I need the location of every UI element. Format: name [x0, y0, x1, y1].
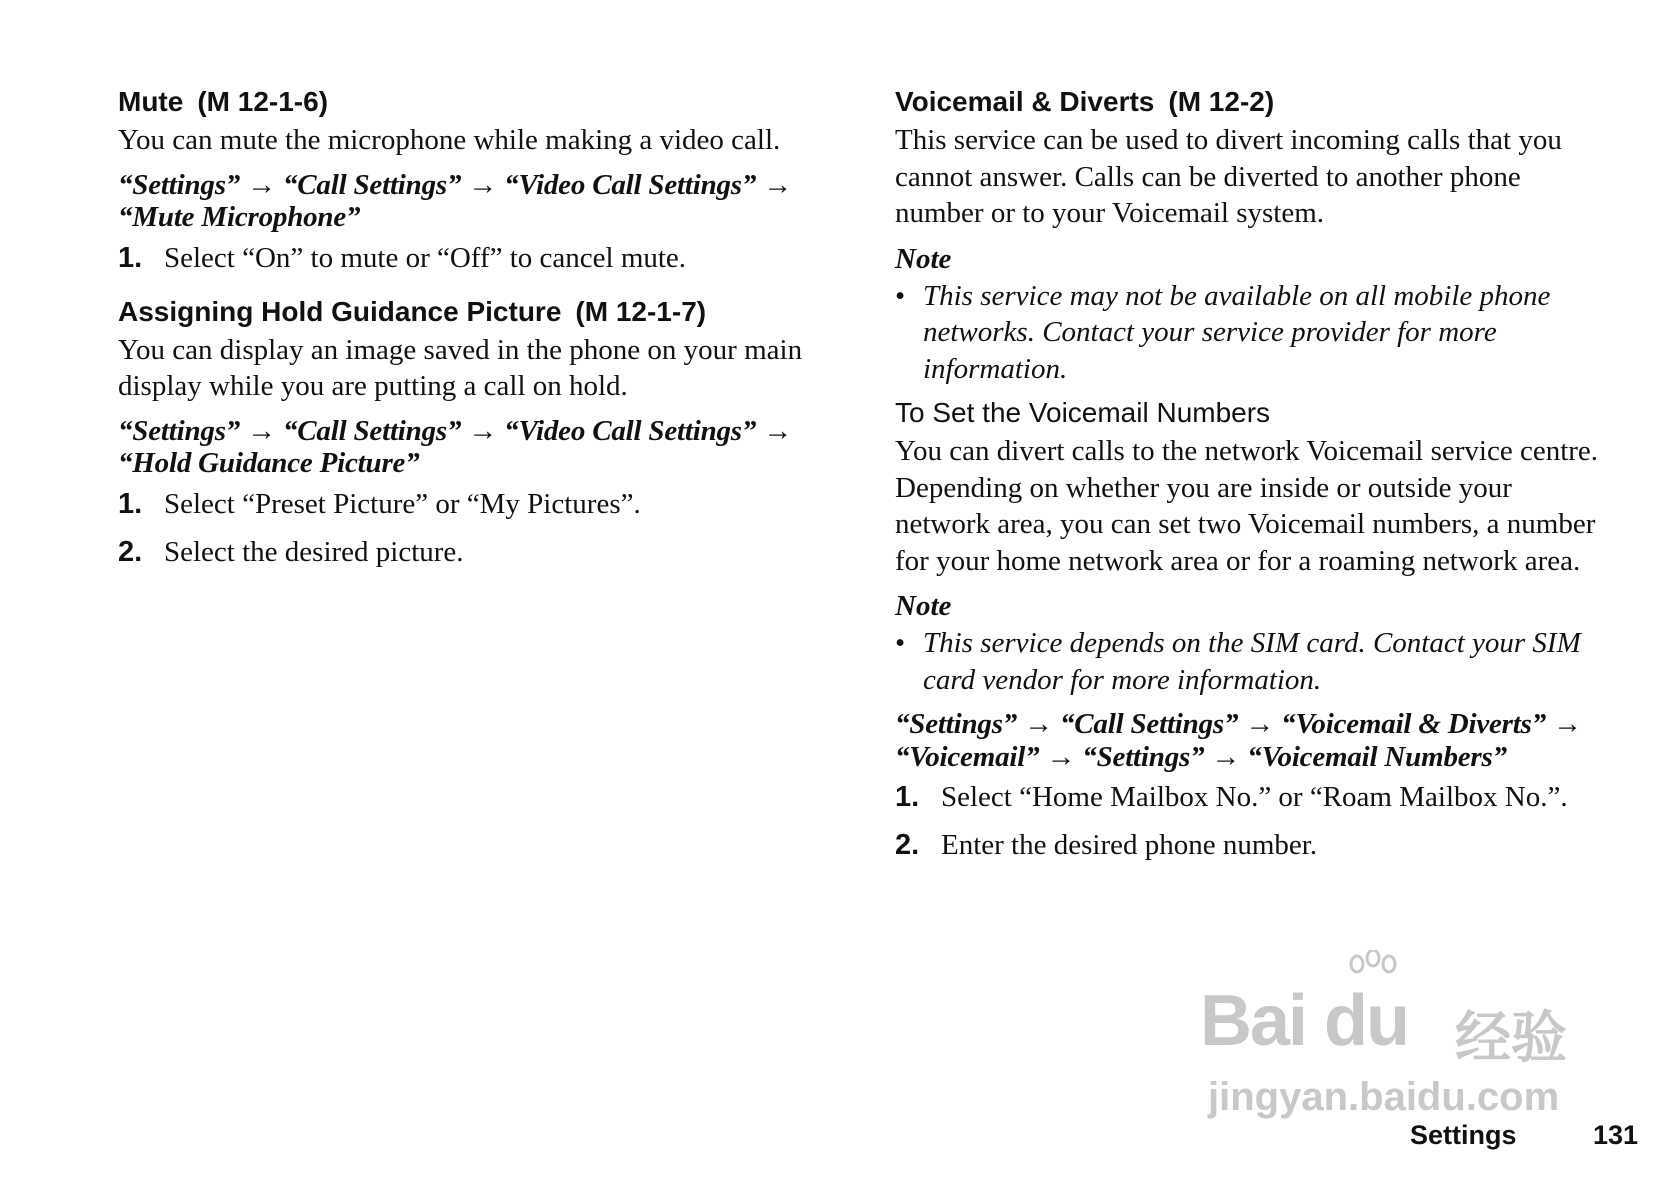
voicemail-title: Voicemail & Diverts [895, 86, 1155, 117]
hold-step-1 [118, 484, 838, 524]
numbers-note-title: Note [895, 590, 952, 622]
step-text: Select the desired picture. [164, 535, 464, 568]
watermark-chinese: 经验 [1455, 1006, 1567, 1069]
watermark-url: jingyan.baidu.com [1208, 1075, 1560, 1119]
step-text: Select “Home Mailbox No.” or “Roam Mailbox No.”. [941, 781, 1568, 813]
voicemail-body: This service can be used to divert incoming calls that you cannot answer. Calls can be diverted to another phone number or to your Voicemail system. [895, 124, 1562, 229]
mute-body: You can mute the microphone while making a video call. [118, 124, 781, 156]
mute-heading [118, 82, 838, 122]
voicemail-note-title: Note [895, 242, 952, 275]
bullet-text: This service may not be available on all mobile phone networks. Contact your service provider for more information. [923, 279, 1551, 385]
hold-step-2 [118, 532, 838, 572]
step-text: Select “On” to mute or “Off” to cancel mute. [164, 241, 687, 274]
numbers-body: You can divert calls to the network Voicemail service centre. Depending on whether you are inside or outside your network area, you can set two Voicemail numbers, a number for your home network area or for a roaming network area. [895, 435, 1599, 577]
numbers-step-2 [895, 825, 1607, 865]
voicemail-heading [895, 82, 1607, 122]
mute-step-1 [118, 238, 838, 278]
voicemail-note-bullet [895, 278, 1607, 388]
step-text: Enter the desired phone number. [941, 829, 1318, 861]
hold-menu-code: (M 12-1-7) [575, 295, 707, 327]
baidu-watermark [1200, 950, 1600, 1140]
step-number: 1. [895, 781, 920, 813]
watermark-logo: Bai du [1200, 981, 1409, 1061]
bullet-dot-icon: • [895, 627, 906, 659]
mute-menu-code: (M 12-1-6) [197, 86, 329, 117]
numbers-note-bullet [895, 625, 1607, 698]
step-number: 1. [118, 487, 143, 520]
step-number: 2. [895, 829, 920, 861]
hold-title: Assigning Hold Guidance Picture [118, 295, 562, 327]
step-number: 1. [118, 241, 143, 274]
step-number: 2. [118, 535, 143, 568]
right-column [895, 82, 1607, 873]
bullet-text: This service depends on the SIM card. Contact your SIM card vendor for more information. [923, 627, 1581, 696]
voicemail-menu-code: (M 12-2) [1168, 86, 1275, 117]
bullet-dot-icon: • [895, 279, 906, 312]
numbers-menu-path: “Settings” → “Call Settings” → “Voicemail & Diverts” → “Voicemail” → “Settings” → “Voicemail Numbers” [895, 708, 1582, 773]
page-number: 131 [1593, 1120, 1639, 1150]
left-column [118, 82, 838, 580]
hold-heading [118, 292, 838, 332]
numbers-heading: To Set the Voicemail Numbers [895, 397, 1271, 428]
hold-body: You can display an image saved in the phone on your main display while you are putting a call on hold. [118, 333, 803, 402]
footer-section: Settings [1410, 1120, 1517, 1150]
mute-title: Mute [118, 86, 184, 117]
mute-menu-path: “Settings” → “Call Settings” → “Video Call Settings” → “Mute Microphone” [118, 168, 793, 233]
numbers-step-1 [895, 777, 1607, 817]
step-text: Select “Preset Picture” or “My Pictures”. [164, 487, 641, 520]
hold-menu-path: “Settings” → “Call Settings” → “Video Call Settings” → “Hold Guidance Picture” [118, 414, 793, 479]
